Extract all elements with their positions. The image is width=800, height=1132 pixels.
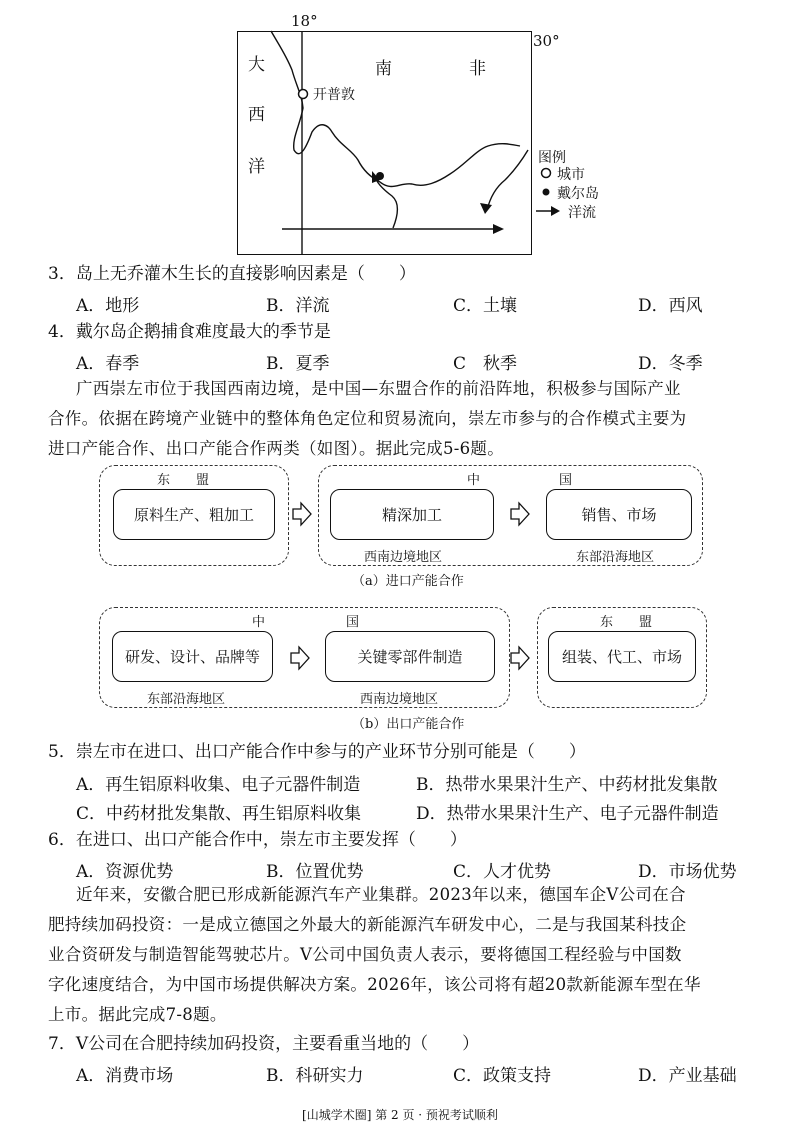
diagram-b-china-label-1: 中 [252,615,266,630]
passage-1-line-3: 进口产能合作、出口产能合作两类（如图）。据此完成5-6题。 [48,439,505,458]
diagram-a-deep-processing-node: 精深加工 [330,489,494,540]
diagram-b-china-label-2: 国 [346,615,360,630]
diagram-a-sales-node: 销售、市场 [546,489,692,540]
legend-current-label: 洋流 [568,205,596,221]
q4-option-b: B．夏季 [266,354,330,374]
passage-2-line-5: 上市。据此完成7-8题。 [48,1005,227,1024]
cape-town-label: 开普敦 [313,87,355,103]
diagram-a-asean-label: 东 盟 [157,473,210,488]
q4-option-a: A．春季 [76,354,140,374]
country-label-1: 南 [375,59,392,79]
diagram-a-raw-material-node: 原料生产、粗加工 [113,489,275,540]
ocean-label-2: 西 [248,105,265,125]
q5-option-d: D．热带水果果汁生产、电子元器件制造 [416,804,719,824]
diagram-a-arrow-1 [293,503,311,525]
ocean-label-3: 洋 [248,157,265,177]
q3-option-c: C．土壤 [453,296,518,316]
legend-title: 图例 [538,150,566,166]
q4-option-c: C 秋季 [453,354,518,374]
q7-option-d: D．产业基础 [638,1066,737,1086]
q6-option-d: D．市场优势 [638,862,737,882]
ocean-label-1: 大 [248,55,265,75]
q6-option-b: B．位置优势 [266,862,364,882]
diagram-a-caption: （a）进口产能合作 [352,574,464,589]
q5-option-b: B．热带水果果汁生产、中药材批发集散 [416,775,718,795]
q4-option-d: D．冬季 [638,354,703,374]
diagram-a-china-label-2: 国 [559,473,573,488]
diagram-b-southwest-sub: 西南边境地区 [360,692,439,707]
q5-option-c: C．中药材批发集散、再生铝原料收集 [76,804,362,824]
question-4-stem: 4．戴尔岛企鹅捕食难度最大的季节是 [48,322,331,342]
q3-option-b: B．洋流 [266,296,330,316]
question-6-stem: 6．在进口、出口产能合作中，崇左市主要发挥（ ） [48,830,467,850]
diagram-b-assembly-node: 组装、代工、市场 [548,631,696,682]
q7-option-b: B．科研实力 [266,1066,364,1086]
q7-option-c: C．政策支持 [453,1066,552,1086]
longitude-18-label: 18° [291,12,318,30]
country-label-2: 非 [469,59,486,79]
diagram-b-east-sub: 东部沿海地区 [147,692,226,707]
diagram-a-china-label-1: 中 [467,473,481,488]
passage-2-line-1: 近年来，安徽合肥已形成新能源汽车产业集群。2023年以来，德国车企Ⅴ公司在合 [76,885,686,904]
diagram-a-east-sub: 东部沿海地区 [576,550,655,565]
passage-2-line-4: 字化速度结合，为中国市场提供解决方案。2026年，该公司将有超20款新能源车型在华 [48,975,701,994]
q7-option-a: A．消费市场 [76,1066,174,1086]
question-5-stem: 5．崇左市在进口、出口产能合作中参与的产业环节分别可能是（ ） [48,742,586,762]
diagram-b-asean-label: 东 盟 [600,615,653,630]
q3-option-d: D．西风 [638,296,703,316]
diagram-b-caption: （b）出口产能合作 [352,717,465,732]
legend-city-label: 城市 [557,167,585,183]
q6-option-c: C．人才优势 [453,862,552,882]
q6-option-a: A．资源优势 [76,862,174,882]
diagram-a-southwest-sub: 西南边境地区 [364,550,443,565]
passage-1-line-1: 广西崇左市位于我国西南边境，是中国—东盟合作的前沿阵地，积极参与国际产业 [76,379,681,398]
passage-1-line-2: 合作。依据在跨境产业链中的整体角色定位和贸易流向，崇左市参与的合作模式主要为 [48,409,687,428]
passage-2-line-3: 业合资研发与制造智能驾驶芯片。Ⅴ公司中国负责人表示，要将德国工程经验与中国数 [48,945,682,964]
q3-option-a: A．地形 [76,296,140,316]
q5-option-a: A．再生铝原料收集、电子元器件制造 [76,775,361,795]
diagram-a-arrow-2 [511,503,529,525]
longitude-30-label: 30° [533,32,560,50]
diagram-b-components-node: 关键零部件制造 [325,631,495,682]
diagram-b-arrow-2 [511,647,529,669]
legend-island-label: 戴尔岛 [557,186,599,202]
page-footer: [山城学术圈] 第 2 页 · 预祝考试顺利 [302,1108,498,1122]
diagram-b-rnd-node: 研发、设计、品牌等 [112,631,273,682]
question-7-stem: 7．Ⅴ公司在合肥持续加码投资，主要看重当地的（ ） [48,1034,480,1054]
passage-2-line-2: 肥持续加码投资：一是成立德国之外最大的新能源汽车研发中心，二是与我国某科技企 [48,915,687,934]
question-3-stem: 3．岛上无乔灌木生长的直接影响因素是（ ） [48,264,416,284]
